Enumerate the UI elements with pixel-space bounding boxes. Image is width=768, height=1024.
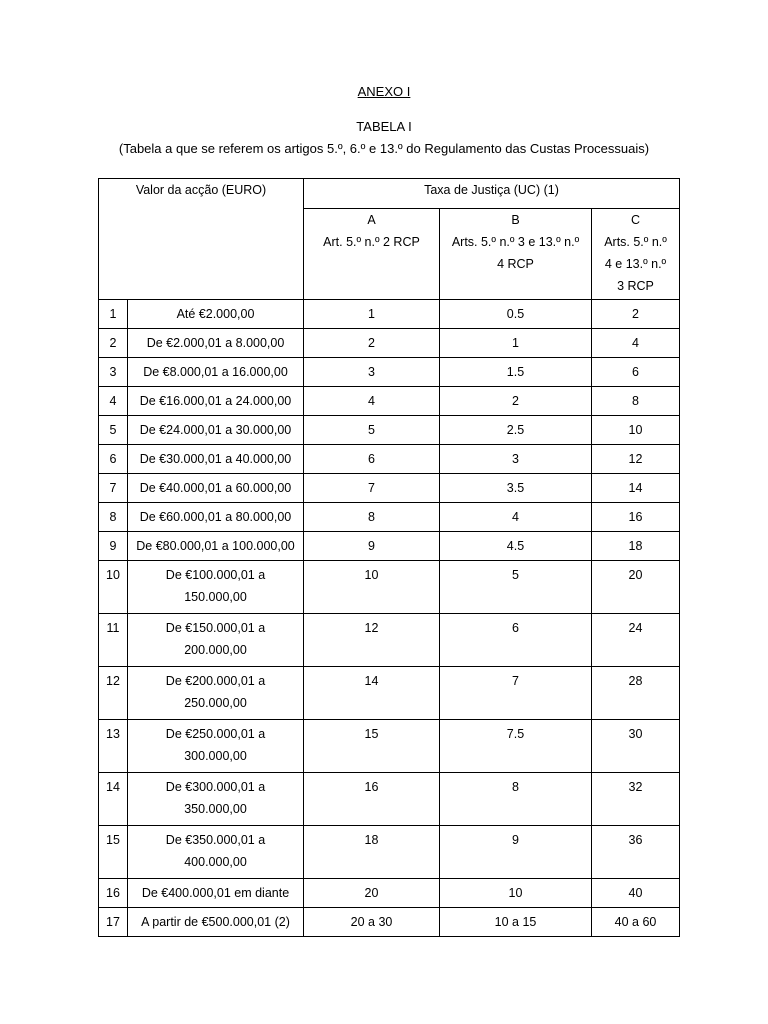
row-number: 12: [99, 667, 128, 720]
taxa-a-cell: 20: [304, 879, 440, 908]
taxa-b-cell: 1: [440, 329, 592, 358]
table-row: [99, 358, 680, 387]
table-row: [99, 445, 680, 474]
taxa-b-cell: 8: [440, 773, 592, 826]
column-ref: Arts. 5.º n.º 3 e 13.º n.º: [451, 235, 580, 249]
taxa-a-cell: 14: [304, 667, 440, 720]
table-row: [99, 387, 680, 416]
taxa-b-cell: 4.5: [440, 532, 592, 561]
taxa-a-cell: 6: [304, 445, 440, 474]
valor-line: 150.000,00: [184, 590, 247, 604]
valor-header: Valor da acção (EURO): [99, 179, 304, 300]
taxa-b-cell: 4: [440, 503, 592, 532]
taxa-c-cell: 12: [592, 445, 680, 474]
valor-line: 250.000,00: [184, 696, 247, 710]
valor-line: De €80.000,01 a 100.000,00: [136, 539, 295, 553]
taxa-b-cell: 3: [440, 445, 592, 474]
valor-cell: [128, 387, 304, 416]
taxa-c-cell: 36: [592, 826, 680, 879]
row-number: 11: [99, 614, 128, 667]
row-number: 3: [99, 358, 128, 387]
valor-cell: [128, 329, 304, 358]
taxa-a-cell: 3: [304, 358, 440, 387]
row-number: 6: [99, 445, 128, 474]
valor-line: 300.000,00: [184, 749, 247, 763]
row-number: 2: [99, 329, 128, 358]
taxa-a-cell: 8: [304, 503, 440, 532]
taxa-a-cell: 18: [304, 826, 440, 879]
column-letter: A: [367, 213, 376, 227]
valor-line: De €300.000,01 a: [165, 780, 266, 794]
taxa-a-cell: 5: [304, 416, 440, 445]
valor-line: De €200.000,01 a: [165, 674, 266, 688]
taxa-c-cell: 40 a 60: [592, 908, 680, 937]
taxa-header: Taxa de Justiça (UC) (1): [304, 179, 680, 209]
row-number: 9: [99, 532, 128, 561]
taxa-a-cell: 7: [304, 474, 440, 503]
valor-line: De €250.000,01 a: [165, 727, 266, 741]
taxa-a-cell: 10: [304, 561, 440, 614]
taxa-a-cell: 9: [304, 532, 440, 561]
row-number: 8: [99, 503, 128, 532]
taxa-c-cell: 20: [592, 561, 680, 614]
row-number: 10: [99, 561, 128, 614]
taxa-b-cell: 5: [440, 561, 592, 614]
valor-cell: [128, 416, 304, 445]
taxa-a-cell: 16: [304, 773, 440, 826]
valor-line: De €16.000,01 a 24.000,00: [139, 394, 292, 408]
taxa-b-cell: 10 a 15: [440, 908, 592, 937]
taxa-c-cell: 28: [592, 667, 680, 720]
row-number: 5: [99, 416, 128, 445]
valor-cell: [128, 358, 304, 387]
column-a-header: [304, 209, 440, 300]
column-letter: B: [511, 213, 520, 227]
table-row: [99, 474, 680, 503]
annex-title: ANEXO I: [357, 84, 411, 99]
column-ref: Arts. 5.º n.º: [604, 235, 667, 249]
row-number: 1: [99, 300, 128, 329]
table-row: [99, 329, 680, 358]
row-number: 16: [99, 879, 128, 908]
table-row: [99, 773, 680, 826]
taxa-c-cell: 18: [592, 532, 680, 561]
fees-table-body: [99, 179, 680, 937]
table-title: TABELA I: [356, 119, 412, 134]
taxa-c-cell: 30: [592, 720, 680, 773]
taxa-a-cell: 20 a 30: [304, 908, 440, 937]
taxa-c-cell: 14: [592, 474, 680, 503]
taxa-c-cell: 10: [592, 416, 680, 445]
column-b-header: [440, 209, 592, 300]
table-row: [99, 826, 680, 879]
valor-cell: [128, 561, 304, 614]
table-row: [99, 667, 680, 720]
table-row: [99, 416, 680, 445]
fees-table: [98, 178, 680, 937]
valor-line: De €24.000,01 a 30.000,00: [139, 423, 292, 437]
table-row: [99, 614, 680, 667]
valor-cell: [128, 720, 304, 773]
valor-cell: [128, 879, 304, 908]
taxa-c-cell: 4: [592, 329, 680, 358]
taxa-c-cell: 16: [592, 503, 680, 532]
valor-cell: [128, 826, 304, 879]
column-letter: C: [630, 213, 641, 227]
valor-cell: [128, 667, 304, 720]
valor-line: De €400.000,01 em diante: [141, 886, 290, 900]
valor-cell: [128, 614, 304, 667]
taxa-c-cell: 6: [592, 358, 680, 387]
taxa-a-cell: 4: [304, 387, 440, 416]
taxa-b-cell: 10: [440, 879, 592, 908]
column-ref: 3 RCP: [617, 279, 654, 293]
taxa-b-cell: 6: [440, 614, 592, 667]
valor-line: De €30.000,01 a 40.000,00: [139, 452, 292, 466]
taxa-a-cell: 1: [304, 300, 440, 329]
taxa-c-cell: 2: [592, 300, 680, 329]
row-number: 14: [99, 773, 128, 826]
row-number: 15: [99, 826, 128, 879]
valor-line: Até €2.000,00: [176, 307, 255, 321]
taxa-b-cell: 0.5: [440, 300, 592, 329]
table-row: [99, 561, 680, 614]
valor-line: De €60.000,01 a 80.000,00: [139, 510, 292, 524]
taxa-b-cell: 1.5: [440, 358, 592, 387]
table-row: [99, 720, 680, 773]
taxa-c-cell: 8: [592, 387, 680, 416]
taxa-c-cell: 32: [592, 773, 680, 826]
valor-line: A partir de €500.000,01 (2): [141, 915, 290, 929]
valor-line: De €150.000,01 a: [165, 621, 266, 635]
column-ref: 4 e 13.º n.º: [604, 257, 667, 271]
valor-line: De €2.000,01 a 8.000,00: [146, 336, 285, 350]
valor-line: 400.000,00: [184, 855, 247, 869]
table-row: [99, 503, 680, 532]
valor-line: De €100.000,01 a: [165, 568, 266, 582]
taxa-b-cell: 9: [440, 826, 592, 879]
column-ref: Art. 5.º n.º 2 RCP: [323, 235, 420, 249]
taxa-b-cell: 2: [440, 387, 592, 416]
row-number: 7: [99, 474, 128, 503]
row-number: 17: [99, 908, 128, 937]
row-number: 13: [99, 720, 128, 773]
valor-cell: [128, 773, 304, 826]
taxa-b-cell: 7: [440, 667, 592, 720]
taxa-a-cell: 15: [304, 720, 440, 773]
valor-line: 200.000,00: [184, 643, 247, 657]
taxa-b-cell: 2.5: [440, 416, 592, 445]
table-row: [99, 300, 680, 329]
taxa-a-cell: 12: [304, 614, 440, 667]
valor-line: De €40.000,01 a 60.000,00: [139, 481, 292, 495]
valor-line: 350.000,00: [184, 802, 247, 816]
valor-cell: [128, 503, 304, 532]
valor-cell: [128, 300, 304, 329]
valor-cell: [128, 474, 304, 503]
taxa-a-cell: 2: [304, 329, 440, 358]
taxa-c-cell: 40: [592, 879, 680, 908]
table-row: [99, 532, 680, 561]
valor-cell: [128, 532, 304, 561]
taxa-b-cell: 3.5: [440, 474, 592, 503]
table-row: [99, 908, 680, 937]
valor-line: De €8.000,01 a 16.000,00: [143, 365, 288, 379]
taxa-c-cell: 24: [592, 614, 680, 667]
valor-cell: [128, 445, 304, 474]
table-row: [99, 879, 680, 908]
header-row-1: [99, 179, 680, 209]
taxa-b-cell: 7.5: [440, 720, 592, 773]
column-c-header: [592, 209, 680, 300]
column-ref: 4 RCP: [497, 257, 534, 271]
row-number: 4: [99, 387, 128, 416]
table-subtitle: (Tabela a que se referem os artigos 5.º, 6.º e 13.º do Regulamento das Custas Processuais): [118, 141, 650, 156]
valor-line: De €350.000,01 a: [165, 833, 266, 847]
valor-cell: [128, 908, 304, 937]
